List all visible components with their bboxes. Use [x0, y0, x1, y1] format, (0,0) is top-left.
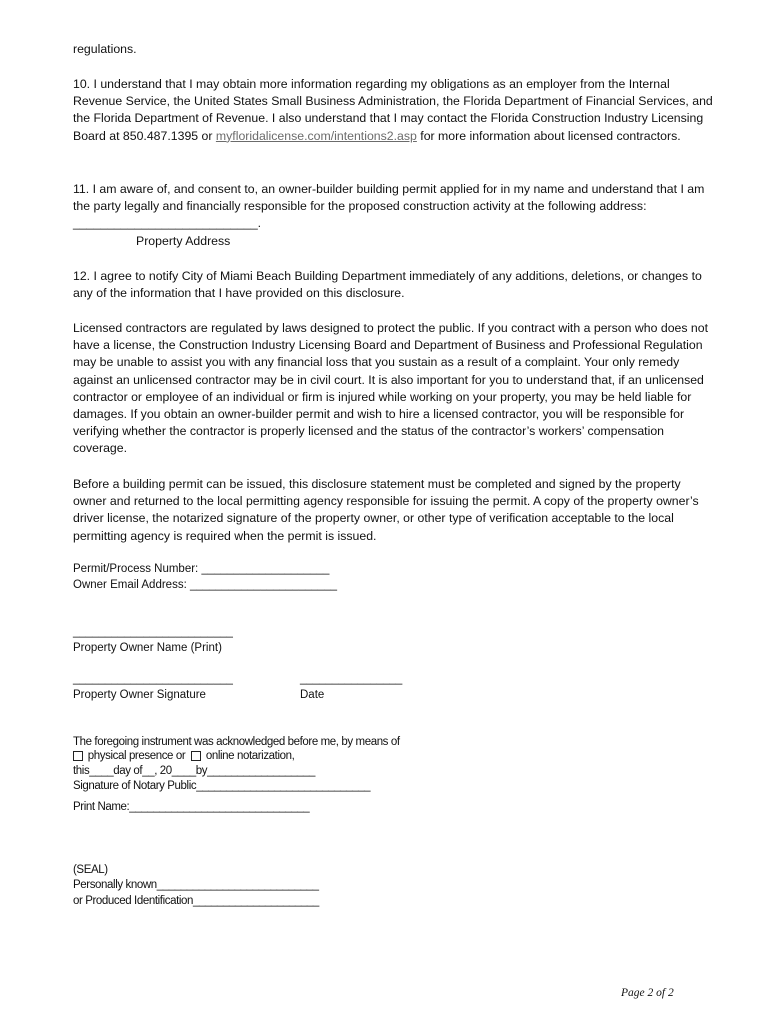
- paragraph-before-permit: Before a building permit can be issued, this disclosure statement must be completed and signed by the property owner and returned to the local permitting agency responsible for issuing the permit. A copy of the property owner’s driver license, the notarized signature of the property owner, or other type of verification acceptable to the local permitting agency is required when the permit is issued.: [73, 477, 699, 543]
- paragraph-10-text: 10. I understand that I may obtain more information regarding my obligations as an employer from the Internal Revenue Service, the United States Small Business Administration, the Florida Department of Financial Services, and the Florida Department of Revenue. I also understand that I may contact the Florida Construction Industry Licensing Board at 850.487.1395 or: [73, 77, 713, 143]
- paragraph-10: [73, 76, 713, 145]
- notary-statement: The foregoing instrument was acknowledged before me, by means of: [73, 736, 400, 748]
- notary-print-name-line[interactable]: Print Name:______________________________: [73, 801, 310, 813]
- owner-email-field[interactable]: Owner Email Address: _______________________: [73, 579, 338, 591]
- date-line[interactable]: ________________: [300, 673, 403, 685]
- page-number: Page 2 of 2: [621, 987, 674, 999]
- produced-identification-line[interactable]: or Produced Identification_____________________: [73, 895, 319, 907]
- owner-signature-line[interactable]: _________________________: [73, 673, 233, 685]
- owner-name-label: Property Owner Name (Print): [73, 642, 222, 654]
- paragraph-10-text-end: for more information about licensed contractors.: [416, 128, 681, 143]
- physical-presence-label: physical presence or: [87, 750, 186, 762]
- paragraph-regulations: regulations.: [73, 42, 137, 56]
- physical-presence-checkbox[interactable]: [73, 751, 83, 761]
- personally-known-line[interactable]: Personally known___________________________: [73, 879, 319, 891]
- property-address-label: Property Address: [136, 234, 231, 248]
- notary-signature-line[interactable]: Signature of Notary Public_____________________________: [73, 780, 371, 792]
- permit-number-field[interactable]: Permit/Process Number: ____________________: [73, 563, 330, 575]
- notary-means: [73, 748, 294, 764]
- paragraph-12: 12. I agree to notify City of Miami Beach Building Department immediately of any additions, deletions, or changes to any of the information that I have provided on this disclosure.: [73, 269, 702, 301]
- owner-name-line[interactable]: _________________________: [73, 626, 233, 638]
- myfloridalicense-link[interactable]: myfloridalicense.com/intentions2.asp: [215, 128, 417, 143]
- seal-label: (SEAL): [73, 864, 108, 876]
- paragraph-licensed-contractors: Licensed contractors are regulated by laws designed to protect the public. If you contract with a person who does not have a license, the Construction Industry Licensing Board and Department of Business and Professional Regulation may be unable to assist you with any financial loss that you sustain as a result of a complaint. Your only remedy against an unlicensed contractor may be in civil court. It is also important for you to understand that, if an unlicensed contractor or employee of an individual or firm is injured while working on your property, you may be held liable for damages. If you obtain an owner-builder permit and wish to hire a licensed contractor, you will be responsible for verifying whether the contractor is properly licensed and the status of the contractor’s workers’ compensation coverage.: [73, 321, 709, 456]
- notary-date-line[interactable]: this____day of__, 20____by__________________: [73, 765, 316, 777]
- online-notarization-checkbox[interactable]: [191, 751, 201, 761]
- owner-signature-label: Property Owner Signature: [73, 689, 206, 701]
- paragraph-11: 11. I am aware of, and consent to, an owner-builder building permit applied for in my name and understand that I am the party legally and financially responsible for the proposed construction activity at the following address: ___________________________.: [73, 182, 705, 231]
- online-notarization-label: online notarization,: [205, 750, 295, 762]
- date-label: Date: [300, 689, 325, 701]
